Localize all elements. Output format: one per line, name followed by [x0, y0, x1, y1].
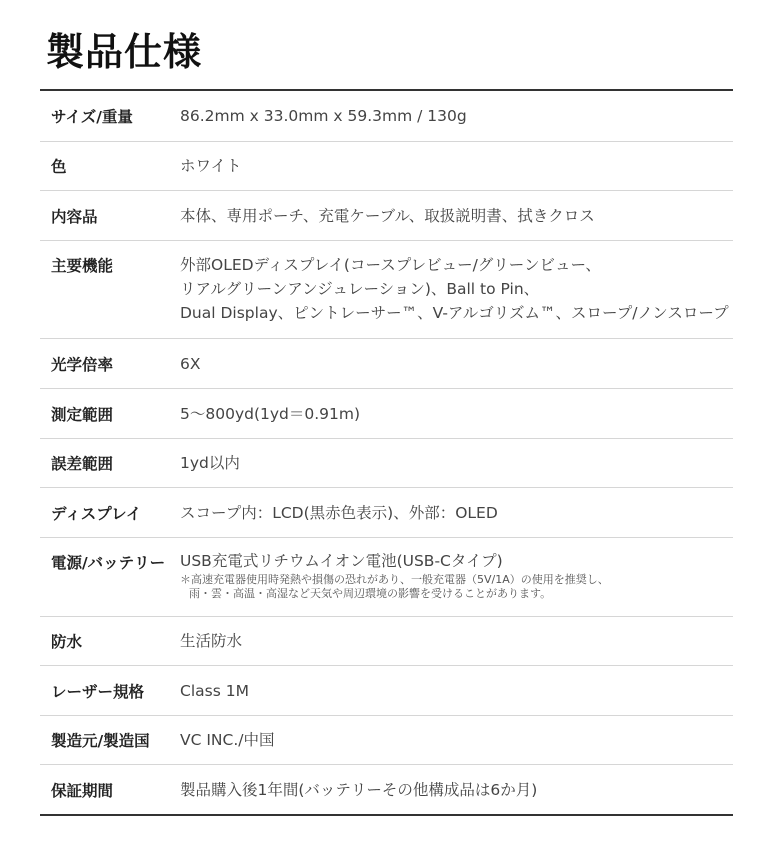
- spec-value: ホワイト: [180, 157, 242, 175]
- spec-label: ディスプレイ: [51, 504, 142, 523]
- spec-value: 5～800yd(1yd＝0.91m): [180, 404, 361, 423]
- spec-value: VC INC./中国: [180, 731, 275, 749]
- spec-label: 電源/バッテリー: [51, 554, 166, 572]
- spec-value: [180, 538, 733, 601]
- power-value: USB充電式リチウムイオン電池(USB-Cタイプ): [180, 552, 503, 570]
- features-line: Dual Display、ピントレーサー™、V-アルゴリズム™、スロープ/ノンスロープ: [180, 304, 729, 322]
- spec-value: Class 1M: [180, 681, 249, 700]
- spec-value: 86.2mm x 33.0mm x 59.3mm / 130g: [180, 107, 467, 125]
- spec-value: 本体、専用ポーチ、充電ケーブル、取扱説明書、拭きクロス: [180, 206, 595, 225]
- spec-label: 誤差範囲: [51, 455, 114, 473]
- spec-value: 6X: [180, 354, 201, 373]
- spec-label: 保証期間: [51, 781, 114, 800]
- spec-row-power: [40, 537, 733, 616]
- spec-label: 測定範囲: [51, 405, 114, 424]
- spec-row-manufacturer: [40, 715, 733, 764]
- spec-value: 製品購入後1年間(バッテリーその他構成品は6か月): [180, 780, 538, 799]
- page-title: 製品仕様: [46, 30, 203, 74]
- spec-label: レーザー規格: [51, 682, 145, 701]
- spec-table: [40, 89, 733, 816]
- spec-label: サイズ/重量: [51, 108, 133, 126]
- spec-label: 主要機能: [51, 257, 114, 275]
- spec-label: 防水: [51, 633, 83, 651]
- spec-row-accuracy: [40, 438, 733, 487]
- spec-row-display: [40, 487, 733, 537]
- spec-label: 光学倍率: [51, 355, 114, 374]
- spec-value: 生活防水: [180, 632, 243, 650]
- power-note: ＊高速充電器使用時発熱や損傷の恐れがあり、一般充電器（5V/1A）の使用を推奨し、: [180, 573, 609, 586]
- spec-row-features: [40, 240, 733, 338]
- power-note: 雨・雲・高温・高湿など天気や周辺環境の影響を受けることがあります。: [189, 587, 552, 600]
- spec-label: 製造元/製造国: [51, 732, 150, 750]
- spec-row-laser: [40, 665, 733, 715]
- features-line: リアルグリーンアンジュレーション)、Ball to Pin、: [180, 280, 540, 298]
- features-line: 外部OLEDディスプレイ(コースプレビュー/グリーンビュー、: [180, 256, 601, 274]
- spec-value: 1yd以内: [180, 454, 240, 472]
- spec-row-magnification: [40, 338, 733, 388]
- spec-label: 色: [51, 158, 67, 176]
- spec-label: 内容品: [51, 207, 98, 226]
- spec-row-range: [40, 388, 733, 438]
- spec-row-contents: [40, 190, 733, 240]
- spec-row-color: [40, 141, 733, 190]
- spec-row-warranty: [40, 764, 733, 814]
- spec-value: スコープ内：LCD(黒赤色表示)、外部：OLED: [180, 503, 498, 522]
- spec-row-waterproof: [40, 616, 733, 665]
- spec-row-size: [40, 91, 733, 141]
- spec-value: [180, 241, 733, 325]
